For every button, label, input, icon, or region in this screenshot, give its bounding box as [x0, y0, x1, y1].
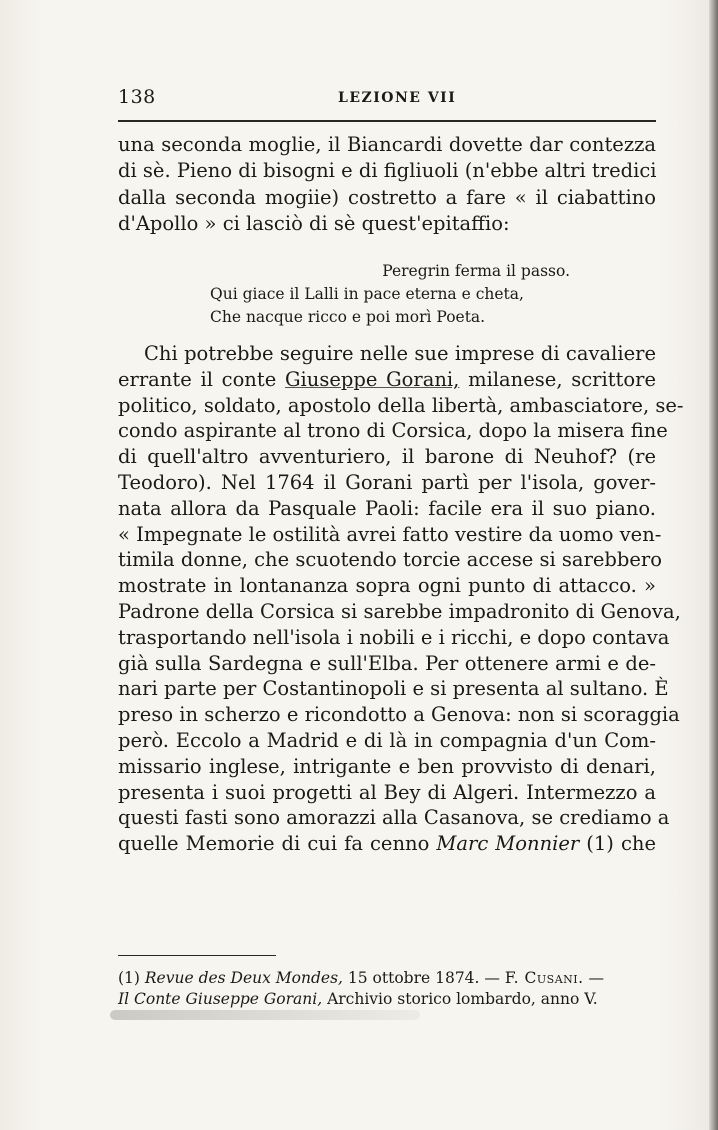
text-line: « Impegnate le ostilità avrei fatto vestire da uomo ven-: [118, 522, 662, 546]
text-line: d'Apollo » ci lasciò di sè quest'epitaffio:: [118, 211, 510, 235]
footnote-date: 15 ottobre 1874. —: [342, 969, 505, 987]
footnote-title: Il Conte Giuseppe Gorani,: [118, 990, 323, 1008]
text-line-with-name: [118, 367, 656, 393]
page-edge-shadow: [709, 0, 718, 1130]
text-line: mostrate in lontananza sopra ogni punto di attacco. »: [118, 574, 656, 598]
text-line: dalla seconda mogiie) costretto a fare « il ciabattino: [118, 185, 656, 209]
paragraph-1: [118, 132, 656, 237]
verse-line: Peregrin ferma il passo.: [382, 262, 570, 280]
text-line: nari parte per Costantinopoli e si presenta al sultano. È: [118, 677, 669, 701]
underlined-name: Giuseppe Gorani,: [284, 367, 460, 391]
footnote-rule: [118, 955, 276, 956]
ink-smudge: [110, 1010, 420, 1020]
footnote-author: F. Cusani.: [504, 969, 584, 987]
footnote-marker: (1): [118, 969, 145, 987]
text-line: nata allora da Pasquale Paoli: facile era il suo piano.: [118, 496, 656, 520]
text-line: missario inglese, intrigante e ben provvisto di denari,: [118, 754, 656, 778]
footnote-source: Archivio storico lombardo, anno V.: [322, 990, 598, 1008]
text-line: trasportando nell'isola i nobili e i ricchi, e dopo contava: [118, 625, 670, 649]
text-line: timila donne, che scuotendo torcie accese si sarebbero: [118, 548, 662, 572]
text-line: Padrone della Corsica si sarebbe impadronito di Genova,: [118, 599, 681, 623]
running-head: LEZIONE VII: [338, 90, 457, 106]
footnote-journal: Revue des Deux Mondes,: [144, 969, 343, 987]
footnote-line: [118, 968, 658, 989]
italic-author-name: Marc Monnier: [436, 832, 580, 856]
verse-line: Che nacque ricco e poi morì Poeta.: [210, 308, 486, 326]
text-line: Chi potrebbe seguire nelle sue imprese di cavaliere: [144, 342, 656, 365]
page-number: 138: [118, 86, 156, 108]
text-line: una seconda moglie, il Biancardi dovette dar contezza: [118, 133, 656, 156]
footnote-dash: —: [583, 969, 604, 987]
text-line: Teodoro). Nel 1764 il Gorani partì per l'isola, gover-: [118, 470, 656, 494]
text-line: preso in scherzo e ricondotto a Genova: non si scoraggia: [118, 703, 680, 727]
header-rule: [118, 120, 656, 122]
text-line: condo aspirante al trono di Corsica, dopo la misera fine: [118, 419, 668, 443]
text-fragment: milanese, scrittore: [459, 367, 656, 391]
text-line: di quell'altro avventuriero, il barone di Neuhof? (re: [118, 445, 656, 469]
text-fragment: quelle Memorie di cui fa cenno: [118, 832, 437, 856]
footnote: [118, 968, 658, 1010]
text-line: questi fasti sono amorazzi alla Casanova, se crediamo a: [118, 806, 670, 830]
footnote-line: [118, 989, 658, 1010]
epitaph-verse: [210, 260, 570, 329]
text-line-with-italic: [118, 831, 656, 857]
text-fragment: (1) che: [579, 832, 656, 856]
paragraph-2: [118, 341, 684, 857]
page-header: [118, 86, 656, 116]
text-line: politico, soldato, apostolo della libertà, ambasciatore, se-: [118, 393, 684, 417]
text-line: presenta i suoi progetti al Bey di Algeri. Intermezzo a: [118, 780, 656, 804]
verse-line: Qui giace il Lalli in pace eterna e cheta,: [210, 285, 524, 303]
text-fragment: errante il conte: [118, 367, 285, 391]
text-line: già sulla Sardegna e sull'Elba. Per ottenere armi e de-: [118, 651, 656, 675]
text-line: di sè. Pieno di bisogni e di figliuoli (n'ebbe altri tredici: [118, 159, 657, 183]
text-line: però. Eccolo a Madrid e di là in compagnia d'un Com-: [118, 728, 656, 752]
